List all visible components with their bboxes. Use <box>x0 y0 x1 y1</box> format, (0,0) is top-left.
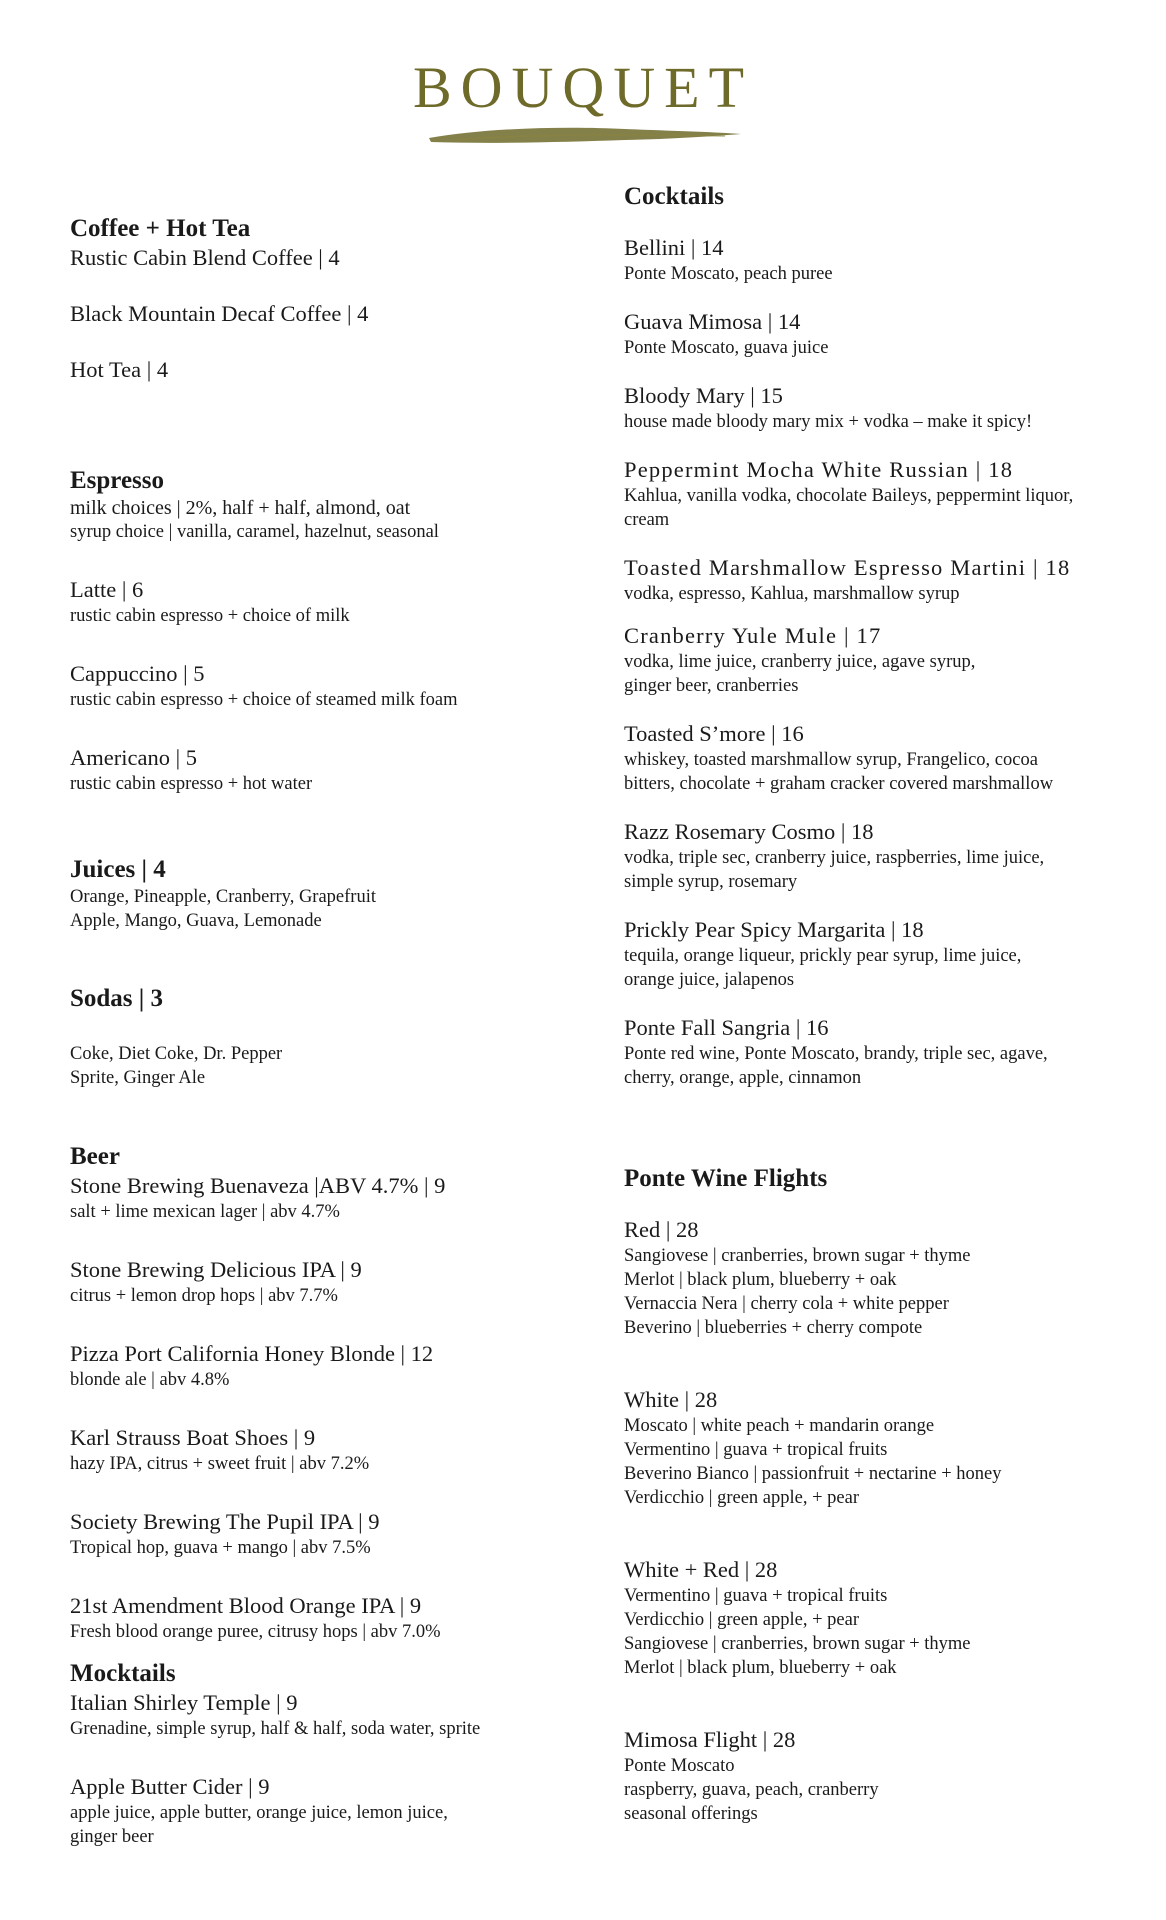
menu-item-desc: blonde ale | abv 4.8% <box>70 1370 230 1390</box>
menu-item-desc: Ponte Moscato <box>624 1756 735 1776</box>
menu-item-desc: ginger beer <box>70 1827 154 1847</box>
menu-line: Sprite, Ginger Ale <box>70 1068 206 1088</box>
menu-item-desc: Beverino Bianco | passionfruit + nectarine + honey <box>624 1464 1002 1484</box>
menu-item-desc: hazy IPA, citrus + sweet fruit | abv 7.2% <box>70 1454 370 1474</box>
menu-item-desc: Sangiovese | cranberries, brown sugar + thyme <box>624 1246 971 1266</box>
menu-item-name: Bloody Mary | 15 <box>624 383 783 408</box>
menu-item-name: Cappuccino | 5 <box>70 661 205 686</box>
menu-item-name: Cranberry Yule Mule | 17 <box>624 623 882 648</box>
logo <box>0 48 1166 148</box>
menu-line: Orange, Pineapple, Cranberry, Grapefruit <box>70 887 376 907</box>
menu-note: milk choices | 2%, half + half, almond, oat <box>70 497 411 519</box>
menu-item-desc: Verdicchio | green apple, + pear <box>624 1488 859 1508</box>
logo-text: BOUQUET <box>412 55 754 120</box>
menu-item-name: Mimosa Flight | 28 <box>624 1727 796 1752</box>
menu-item-desc: rustic cabin espresso + choice of steamed milk foam <box>70 690 458 710</box>
menu-item-desc: ginger beer, cranberries <box>624 676 799 696</box>
section-title: Beer <box>70 1143 120 1170</box>
menu-item-desc: tequila, orange liqueur, prickly pear syrup, lime juice, <box>624 946 1022 966</box>
menu-item-desc: raspberry, guava, peach, cranberry <box>624 1780 879 1800</box>
menu-item-desc: Ponte Moscato, peach puree <box>624 264 833 284</box>
menu-item-name: Karl Strauss Boat Shoes | 9 <box>70 1425 316 1450</box>
menu-item-desc: Moscato | white peach + mandarin orange <box>624 1416 935 1436</box>
menu-item-desc: vodka, lime juice, cranberry juice, agave syrup, <box>624 652 976 672</box>
menu-item-desc: apple juice, apple butter, orange juice, lemon juice, <box>70 1803 448 1823</box>
menu-item-desc: Sangiovese | cranberries, brown sugar + thyme <box>624 1634 971 1654</box>
menu-item-desc: orange juice, jalapenos <box>624 970 795 990</box>
menu-item-desc: Fresh blood orange puree, citrusy hops | abv 7.0% <box>70 1622 441 1642</box>
menu-item-desc: cherry, orange, apple, cinnamon <box>624 1068 862 1088</box>
menu-note: syrup choice | vanilla, caramel, hazelnut, seasonal <box>70 522 439 542</box>
menu-item-desc: Vernaccia Nera | cherry cola + white pepper <box>624 1294 949 1314</box>
menu-item-name: Italian Shirley Temple | 9 <box>70 1690 298 1715</box>
section-title: Sodas | 3 <box>70 985 164 1012</box>
section-title: Ponte Wine Flights <box>624 1165 828 1192</box>
section-title: Coffee + Hot Tea <box>70 215 251 242</box>
menu-item-desc: rustic cabin espresso + choice of milk <box>70 606 350 626</box>
menu-item-desc: rustic cabin espresso + hot water <box>70 774 313 794</box>
menu-item-name: 21st Amendment Blood Orange IPA | 9 <box>70 1593 422 1618</box>
menu-item-name: Bellini | 14 <box>624 235 724 260</box>
sodas-section <box>70 984 590 1090</box>
menu-item-name: White + Red | 28 <box>624 1557 778 1582</box>
menu-item-name: Americano | 5 <box>70 745 197 770</box>
menu-item-desc: Ponte Moscato, guava juice <box>624 338 829 358</box>
menu-item: Hot Tea | 4 <box>70 357 169 382</box>
beer-section <box>70 1142 590 1644</box>
menu-item: Rustic Cabin Blend Coffee | 4 <box>70 245 340 270</box>
menu-item-desc: Vermentino | guava + tropical fruits <box>624 1586 888 1606</box>
menu-line: Apple, Mango, Guava, Lemonade <box>70 911 322 931</box>
menu-item-desc: Ponte red wine, Ponte Moscato, brandy, triple sec, agave, <box>624 1044 1048 1064</box>
section-title: Juices | 4 <box>70 856 166 883</box>
menu-item-desc: Tropical hop, guava + mango | abv 7.5% <box>70 1538 371 1558</box>
menu-item-desc: citrus + lemon drop hops | abv 7.7% <box>70 1286 338 1306</box>
cocktails-section <box>624 182 1144 1090</box>
menu-item-name: Guava Mimosa | 14 <box>624 309 801 334</box>
menu-item-desc: Merlot | black plum, blueberry + oak <box>624 1270 897 1290</box>
menu-item: Black Mountain Decaf Coffee | 4 <box>70 301 369 326</box>
menu-item-desc: Beverino | blueberries + cherry compote <box>624 1318 923 1338</box>
menu-item-name: Ponte Fall Sangria | 16 <box>624 1015 829 1040</box>
menu-item-desc: cream <box>624 510 670 530</box>
menu-item-name: White | 28 <box>624 1387 718 1412</box>
menu-item-desc: whiskey, toasted marshmallow syrup, Frangelico, cocoa <box>624 750 1038 770</box>
menu-line: Coke, Diet Coke, Dr. Pepper <box>70 1044 283 1064</box>
menu-item-desc: Grenadine, simple syrup, half & half, soda water, sprite <box>70 1719 481 1739</box>
menu-item-name: Peppermint Mocha White Russian | 18 <box>624 457 1014 482</box>
menu-item-name: Prickly Pear Spicy Margarita | 18 <box>624 917 924 942</box>
menu-item-desc: Vermentino | guava + tropical fruits <box>624 1440 888 1460</box>
menu-item-desc: vodka, espresso, Kahlua, marshmallow syrup <box>624 584 960 604</box>
menu-item-name: Society Brewing The Pupil IPA | 9 <box>70 1509 380 1534</box>
menu-item-name: Red | 28 <box>624 1217 699 1242</box>
menu-item-name: Stone Brewing Buenaveza |ABV 4.7% | 9 <box>70 1173 446 1198</box>
menu-item-name: Pizza Port California Honey Blonde | 12 <box>70 1341 434 1366</box>
juices-section <box>70 855 590 933</box>
menu-item-desc: vodka, triple sec, cranberry juice, raspberries, lime juice, <box>624 848 1045 868</box>
menu-item-desc: Merlot | black plum, blueberry + oak <box>624 1658 897 1678</box>
menu-item-desc: Kahlua, vanilla vodka, chocolate Baileys, peppermint liquor, <box>624 486 1074 506</box>
logo-swash-icon <box>425 120 745 148</box>
menu-item-desc: salt + lime mexican lager | abv 4.7% <box>70 1202 340 1222</box>
section-title: Mocktails <box>70 1660 176 1687</box>
menu-item-name: Toasted Marshmallow Espresso Martini | 18 <box>624 555 1071 580</box>
section-title: Cocktails <box>624 183 724 210</box>
menu-item-name: Latte | 6 <box>70 577 144 602</box>
menu-item-name: Razz Rosemary Cosmo | 18 <box>624 819 874 844</box>
menu-item-name: Toasted S’more | 16 <box>624 721 804 746</box>
menu-item-desc: bitters, chocolate + graham cracker covered marshmallow <box>624 774 1054 794</box>
coffee-section <box>70 214 590 384</box>
menu-item-name: Apple Butter Cider | 9 <box>70 1774 270 1799</box>
espresso-section <box>70 466 590 796</box>
mocktails-section <box>70 1659 590 1849</box>
section-title: Espresso <box>70 467 165 494</box>
menu-item-desc: house made bloody mary mix + vodka – make it spicy! <box>624 412 1033 432</box>
wine-flights-section <box>624 1164 1144 1826</box>
menu-item-desc: seasonal offerings <box>624 1804 758 1824</box>
menu-item-desc: Verdicchio | green apple, + pear <box>624 1610 859 1630</box>
menu-item-desc: simple syrup, rosemary <box>624 872 798 892</box>
menu-item-name: Stone Brewing Delicious IPA | 9 <box>70 1257 362 1282</box>
